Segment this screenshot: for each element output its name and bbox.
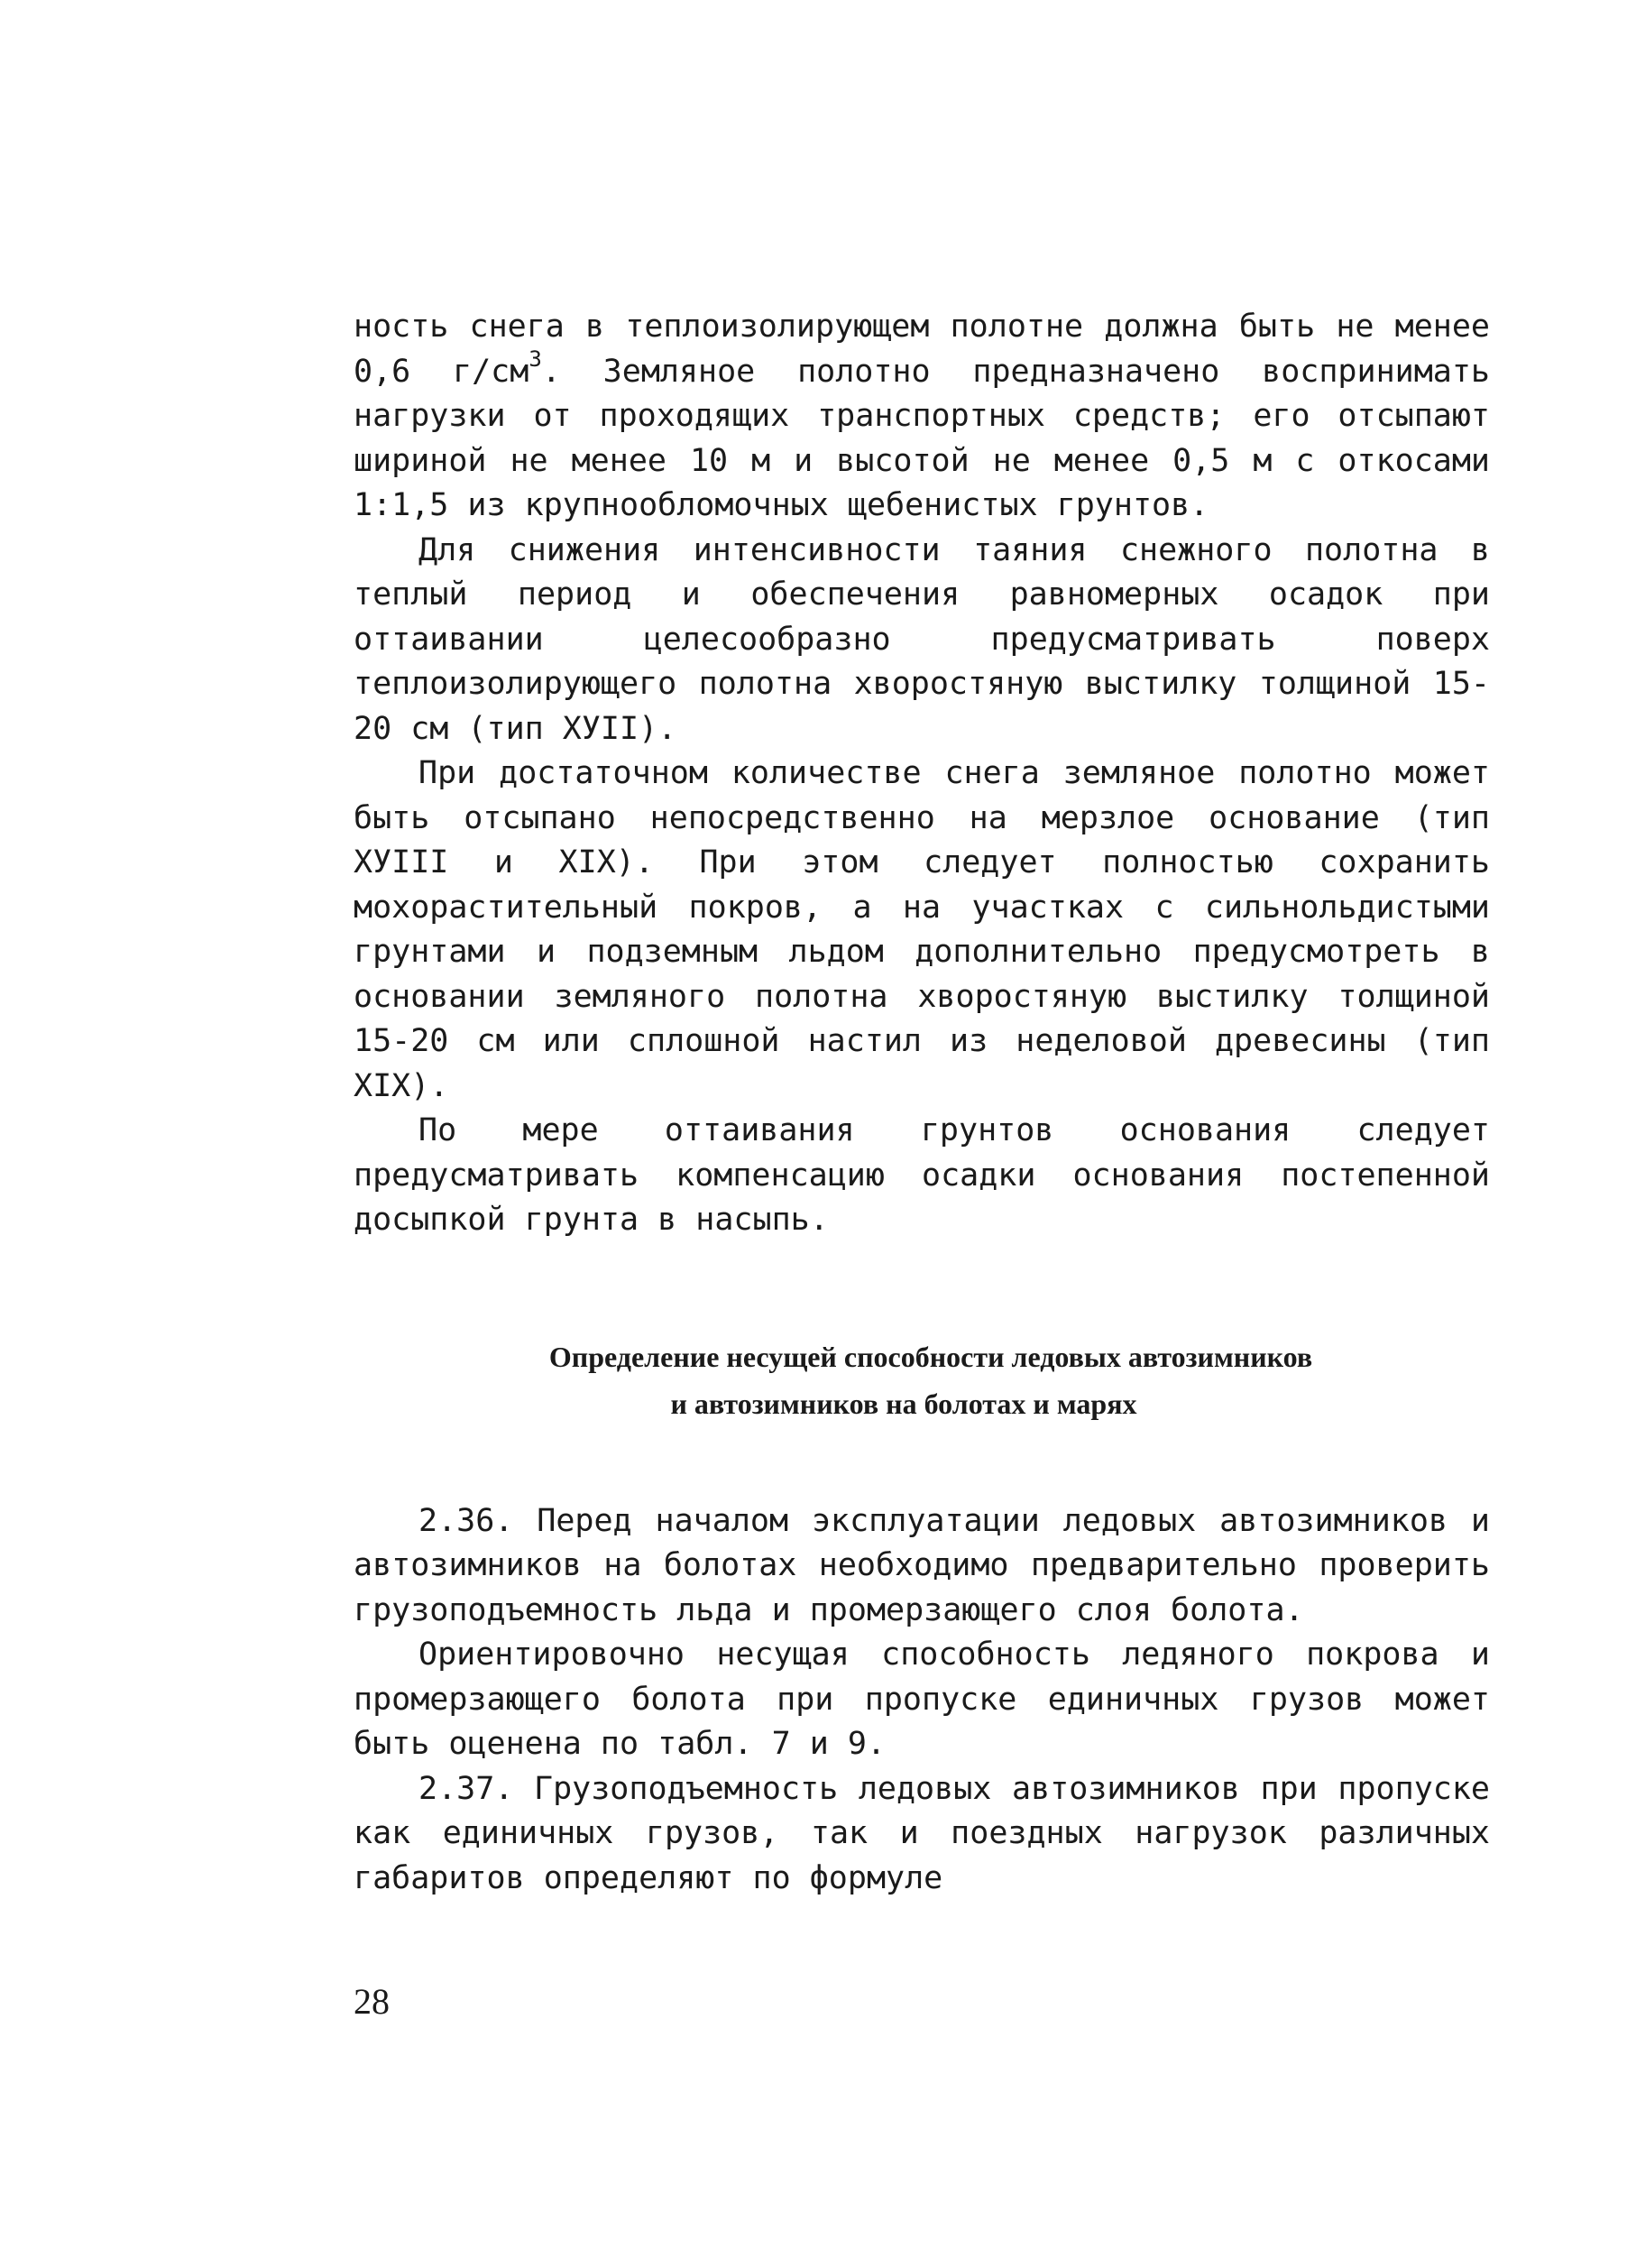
paragraph-melting-reduction: Для снижения интенсивности таяния снежного полотна в теплый период и обеспечения равномерных осадок при оттаивании целесообразно предусматривать поверх теплоизолирующего полотна хворостяную выстилку толщиной 15-20 см (тип ХУII). — [354, 531, 1490, 747]
paragraph-snow-density-text-b: . Земляное полотно предназначено воспринимать нагрузки от проходящих транспортных средств; его отсыпают шириной не менее 10 м и высотой не менее 0,5 м с откосами 1:1,5 из крупнообломочных щебенистых грунтов. — [354, 353, 1490, 523]
document-page — [354, 305, 1490, 1901]
section-heading-line-1: Определение несущей способности ледовых автозимников — [548, 1340, 1313, 1373]
section-heading — [354, 1333, 1490, 1427]
paragraph-snow-density — [354, 305, 1490, 529]
paragraph-settlement-compensation: По мере оттаивания грунтов основания следует предусматривать компенсацию осадки основания постепенной досыпкой грунта в насыпь. — [354, 1112, 1490, 1238]
paragraph-sufficient-snow: При достаточном количестве снега земляное полотно может быть отсыпано непосредственно на мерзлое основание (тип ХУIII и XIX). При этом следует полностью сохранить мохорастительный покров, а на участках с сильнольдистыми грунтами и подземным льдом дополнительно предусмотреть в основании земляного полотна хворостяную выстилку толщиной 15-20 см или сплошной настил из неделовой древесины (тип XIX). — [354, 755, 1490, 1104]
section-heading-line-2: и автозимников на болотах и марях — [670, 1387, 1137, 1420]
paragraph-load-estimate: Ориентировочно несущая способность ледяного покрова и промерзающего болота при пропуске единичных грузов может быть оценена по табл. 7 и 9. — [354, 1636, 1490, 1762]
paragraph-2-36: 2.36. Перед началом эксплуатации ледовых автозимников и автозимников на болотах необходимо предварительно проверить грузоподъемность льда и промерзающего слоя болота. — [354, 1502, 1490, 1628]
page-number: 28 — [354, 1981, 390, 2022]
paragraph-2-37: 2.37. Грузоподъемность ледовых автозимников при пропуске как единичных грузов, так и поездных нагрузок различных габаритов определяют по формуле — [354, 1770, 1490, 1896]
paragraph-snow-density-text-a: ность снега в теплоизолирующем полотне должна быть не менее 0,6 г/см — [354, 309, 1490, 390]
superscript-cubic: 3 — [529, 346, 542, 372]
